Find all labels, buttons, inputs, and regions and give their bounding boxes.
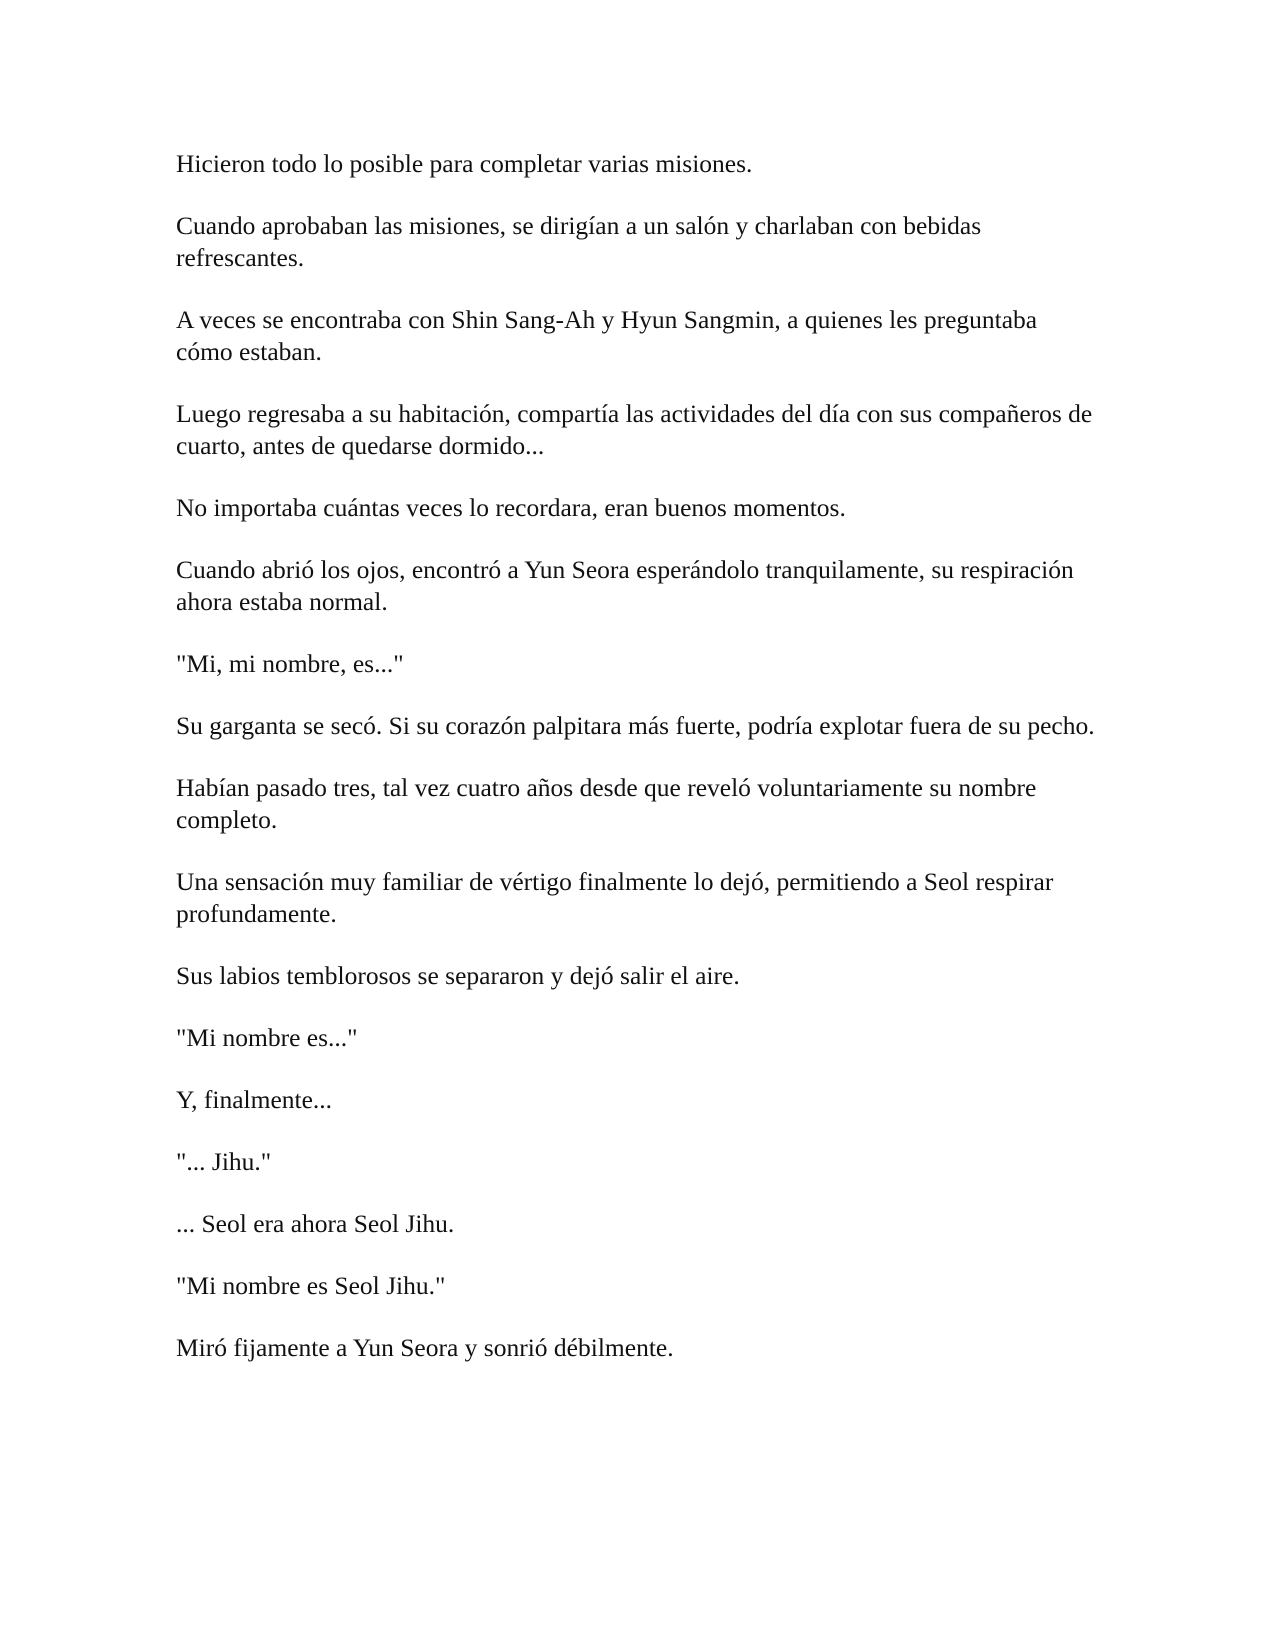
paragraph: "Mi nombre es...": [176, 1023, 358, 1052]
paragraph: Hicieron todo lo posible para completar varias misiones.: [176, 149, 753, 178]
paragraph: Miró fijamente a Yun Seora y sonrió débilmente.: [176, 1333, 674, 1362]
paragraph: Habían pasado tres, tal vez cuatro años desde que reveló voluntariamente su nombre completo.: [176, 773, 1037, 834]
paragraph: Y, finalmente...: [176, 1085, 333, 1114]
paragraph: "Mi nombre es Seol Jihu.": [176, 1271, 446, 1300]
paragraph: "Mi, mi nombre, es...": [176, 649, 404, 678]
document-body: [176, 148, 1096, 1394]
paragraph: Cuando abrió los ojos, encontró a Yun Seora esperándolo tranquilamente, su respiración ahora estaba normal.: [176, 555, 1074, 616]
paragraph: Cuando aprobaban las misiones, se dirigían a un salón y charlaban con bebidas refrescantes.: [176, 211, 982, 272]
paragraph: Luego regresaba a su habitación, compartía las actividades del día con sus compañeros de cuarto, antes de quedarse dormido...: [176, 399, 1093, 460]
paragraph: ... Seol era ahora Seol Jihu.: [176, 1209, 455, 1238]
paragraph: Sus labios temblorosos se separaron y dejó salir el aire.: [176, 961, 740, 990]
paragraph: No importaba cuántas veces lo recordara, eran buenos momentos.: [176, 493, 846, 522]
paragraph: A veces se encontraba con Shin Sang-Ah y Hyun Sangmin, a quienes les preguntaba cómo estaban.: [176, 305, 1038, 366]
paragraph: "... Jihu.": [176, 1147, 272, 1176]
paragraph: Su garganta se secó. Si su corazón palpitara más fuerte, podría explotar fuera de su pecho.: [176, 711, 1095, 740]
paragraph: Una sensación muy familiar de vértigo finalmente lo dejó, permitiendo a Seol respirar profundamente.: [176, 867, 1054, 928]
